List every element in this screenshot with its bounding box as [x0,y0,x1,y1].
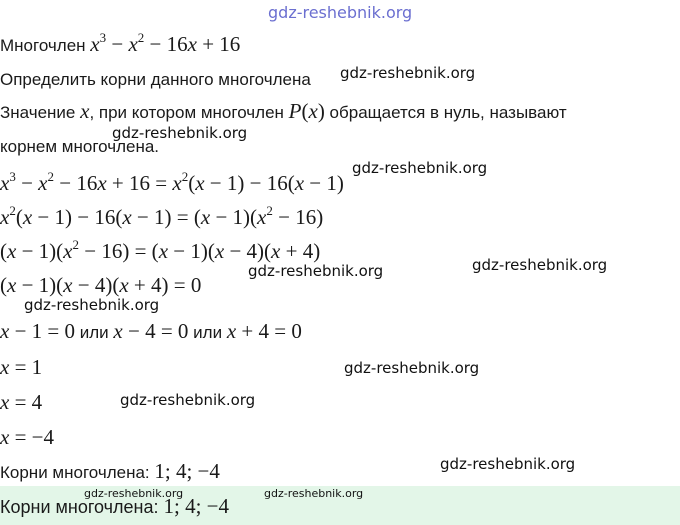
watermark: gdz-reshebnik.org [340,64,476,82]
watermark: gdz-reshebnik.org [24,296,160,314]
result-label: Корни многочлена: [0,463,150,482]
solution-3: x = −4 [0,425,55,449]
watermark: gdz-reshebnik.org [248,262,384,280]
or-word: или [193,323,223,342]
watermark: gdz-reshebnik.org [472,256,608,274]
watermark: gdz-reshebnik.org [440,455,576,473]
definition-text: , при котором многочлен [89,103,284,122]
watermark: gdz-reshebnik.org [268,3,413,22]
step-3: $(x - 1)(x^2 - 16) = (x - 1)(x - 4)(x + 4)$ [0,237,321,263]
watermark: gdz-reshebnik.org [112,124,248,142]
title-prefix: Многочлен [0,36,86,55]
result-line [0,460,220,484]
step-5: x − 1 = 0 или x − 4 = 0 или x + 4 = 0 [0,319,302,343]
step-4: (x − 1)(x − 4)(x + 4) = 0 [0,273,202,297]
step-1: $x^3 - x^2 - 16x + 16 = x^2(x - 1) - 16(x - 1)$ [0,169,344,195]
step-2: $x^2(x - 1) - 16(x - 1) = (x - 1)(x^2 - 16)$ [0,203,324,229]
watermark: gdz-reshebnik.org [264,487,364,500]
watermark: gdz-reshebnik.org [84,487,184,500]
polynomial: $x^3 - x^2 - 16x + 16$ [90,30,241,56]
answer-label: Корни многочлена: [0,497,159,517]
problem-title [0,30,241,57]
watermark: gdz-reshebnik.org [120,391,256,409]
variable-x: x [80,99,90,123]
definition-text: Значение [0,103,76,122]
polynomial-p: P(x) [288,99,325,123]
answer-line [0,495,229,518]
definition-line-2: корнем многочлена. [0,137,160,156]
task-text: Определить корни данного многочлена [0,70,311,89]
result-roots: 1; 4; −4 [154,459,220,483]
solution-1: x = 1 [0,355,43,379]
watermark: gdz-reshebnik.org [344,359,480,377]
watermark: gdz-reshebnik.org [352,159,488,177]
definition-line-1 [0,100,567,124]
answer-block [0,486,680,525]
or-word: или [79,323,109,342]
definition-text: обращается в нуль, называют [329,103,567,122]
answer-roots: 1; 4; −4 [163,494,229,518]
solution-2: x = 4 [0,390,43,414]
